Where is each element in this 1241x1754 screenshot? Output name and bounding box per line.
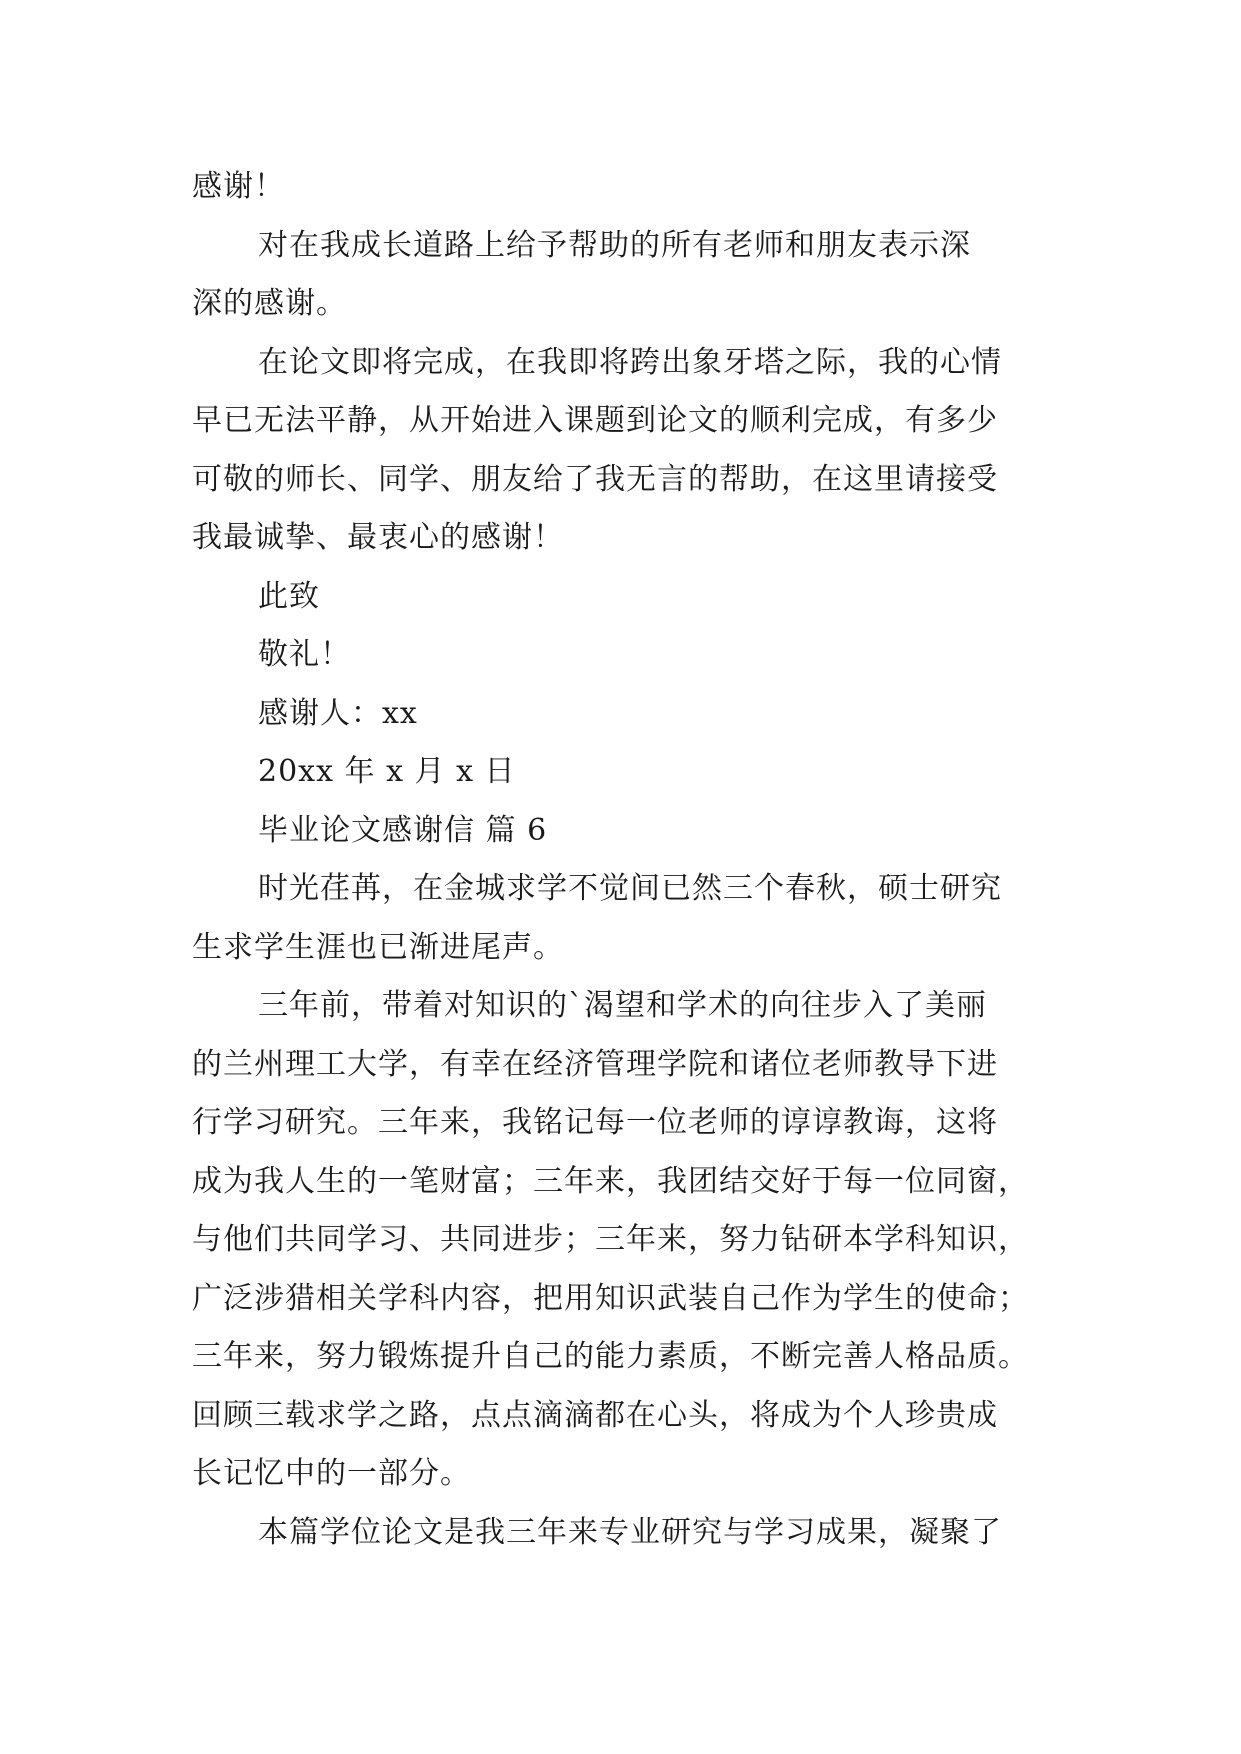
signature-line: 感谢人：xx [258,695,418,731]
text-line: 长记忆中的一部分。 [192,1456,471,1491]
text-line: 本篇学位论文是我三年来专业研究与学习成果，凝聚了 [258,1514,1002,1550]
text-line: 早已无法平静，从开始进入课题到论文的顺利完成，有多少 [192,403,998,438]
text-line: 时光荏苒，在金城求学不觉间已然三个春秋，硕士研究 [258,871,1002,906]
text-line: 与他们共同学习、共同进步；三年来，努力钻研本学科知识， [192,1222,1029,1257]
text-line: 回顾三载求学之路，点点滴滴都在心头，将成为个人珍贵成 [192,1397,998,1433]
text-line: 三年前，带着对知识的`渴望和学术的向往步入了美丽 [258,988,987,1023]
text-line: 广泛涉猎相关学科内容，把用知识武装自己作为学生的使命； [192,1280,1029,1316]
text-line: 行学习研究。三年来，我铭记每一位老师的谆谆教诲，这将 [192,1105,998,1140]
text-line: 的兰州理工大学，有幸在经济管理学院和诸位老师教导下进 [192,1046,998,1082]
text-line: 感谢！ [192,169,285,204]
letter-body [192,158,1052,1562]
closing-salute: 敬礼！ [258,637,351,672]
section-heading: 毕业论文感谢信 篇 6 [258,812,548,848]
text-line: 可敬的师长、同学、朋友给了我无言的帮助，在这里请接受 [192,461,998,497]
text-line: 深的感谢。 [192,286,347,321]
text-line: 生求学生涯也已渐进尾声。 [192,929,564,965]
closing-salutation: 此致 [258,578,320,614]
text-line: 成为我人生的一笔财富；三年来，我团结交好于每一位同窗， [192,1163,1029,1199]
text-line: 对在我成长道路上给予帮助的所有老师和朋友表示深 [258,227,971,263]
text-line: 在论文即将完成，在我即将跨出象牙塔之际，我的心情 [258,344,1002,380]
date-line: 20xx 年 x 月 x 日 [258,754,516,789]
text-line: 三年来，努力锻炼提升自己的能力素质，不断完善人格品质。 [192,1339,1029,1374]
text-line: 我最诚挚、最衷心的感谢！ [192,520,564,555]
